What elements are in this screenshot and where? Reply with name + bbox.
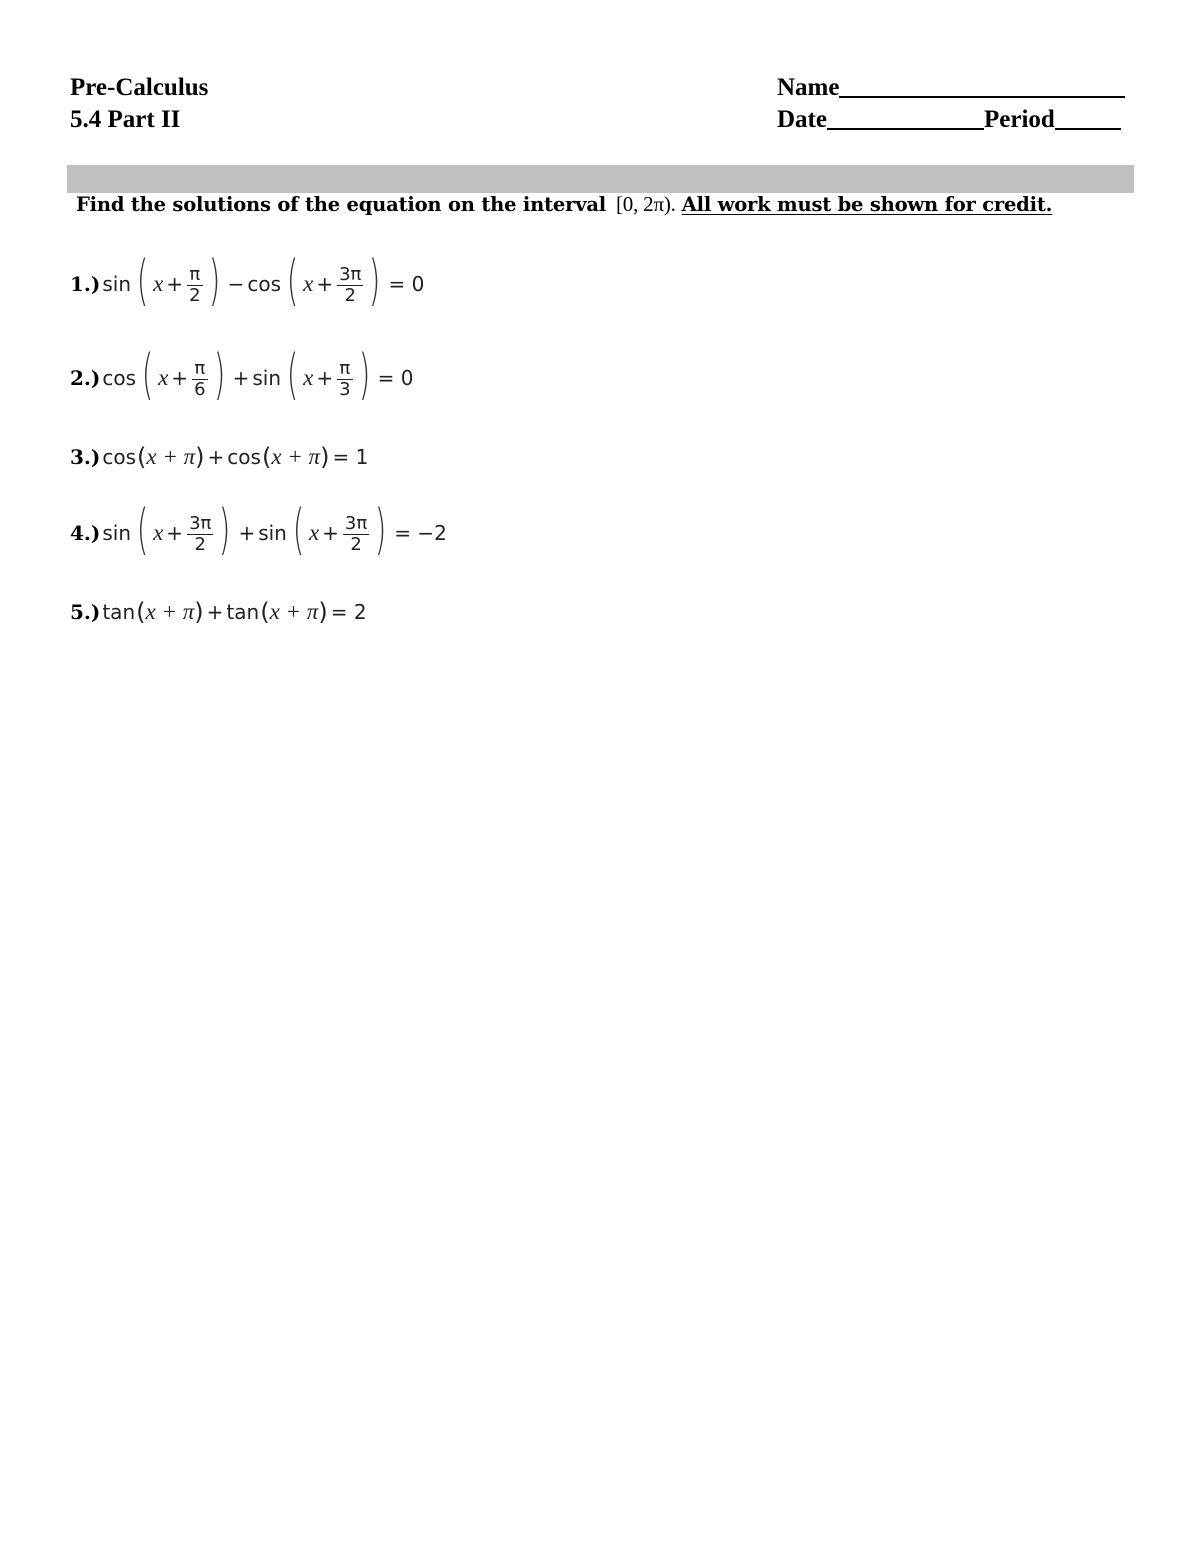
credit-note: All work must be shown for credit. — [681, 193, 1053, 216]
paren-close: ) — [219, 498, 231, 561]
argument: x + π — [271, 444, 321, 469]
problem-number: 2.) — [70, 366, 101, 390]
equation — [102, 598, 369, 626]
function-name: cos — [247, 272, 282, 296]
plus-sign: + — [166, 521, 184, 545]
variable: x — [158, 365, 169, 390]
denominator: 3 — [339, 378, 351, 400]
problem-1 — [70, 249, 427, 312]
name-blank[interactable] — [839, 72, 1125, 98]
interval-notation: [0, 2π). — [615, 192, 676, 216]
variable: x — [303, 271, 314, 296]
right-hand-side: = 0 — [388, 272, 425, 296]
right-hand-side: = 2 — [330, 600, 367, 624]
paren-open: ( — [286, 343, 299, 406]
paren-close: ) — [208, 249, 220, 312]
plus-sign: + — [322, 521, 339, 545]
paren-close: ) — [320, 443, 330, 471]
operator: + — [207, 445, 225, 469]
numerator: π — [339, 357, 351, 379]
paren-close: ) — [195, 443, 205, 471]
equation — [102, 249, 427, 312]
problem-5 — [70, 598, 370, 626]
equation — [102, 343, 416, 406]
name-label: Name — [777, 74, 840, 101]
right-hand-side: = 0 — [377, 366, 414, 390]
equation — [102, 498, 450, 561]
right-hand-side: = 1 — [332, 445, 369, 469]
instructions — [76, 192, 1052, 217]
period-blank[interactable] — [1055, 104, 1121, 130]
fraction — [337, 359, 352, 400]
paren-open: ( — [137, 443, 147, 471]
numerator: 3π — [339, 263, 362, 285]
instruction-text: Find the solutions of the equation on the interval — [76, 193, 606, 216]
numerator: 3π — [344, 512, 368, 534]
function-name: cos — [102, 366, 136, 390]
function-name: cos — [102, 445, 136, 469]
problem-number: 4.) — [70, 521, 101, 545]
paren-close: ) — [318, 598, 328, 626]
denominator: 2 — [194, 533, 206, 555]
denominator: 2 — [344, 284, 356, 306]
problem-4 — [70, 498, 450, 561]
paren-close: ) — [194, 598, 204, 626]
fraction — [337, 265, 363, 306]
paren-open: ( — [136, 598, 146, 626]
function-name: tan — [102, 600, 136, 624]
problem-2 — [70, 343, 416, 406]
operator: + — [232, 366, 250, 390]
date-period-line — [777, 104, 1125, 136]
fraction — [187, 265, 202, 306]
operator: + — [206, 600, 224, 624]
denominator: 6 — [194, 378, 206, 400]
variable: x — [308, 520, 320, 545]
paren-open: ( — [136, 498, 149, 561]
argument: x + π — [145, 599, 195, 624]
operator: + — [238, 521, 256, 545]
problem-number: 3.) — [70, 445, 101, 469]
course-title: Pre-Calculus — [70, 74, 209, 101]
right-hand-side: = −2 — [394, 521, 447, 545]
section-divider-bar — [67, 165, 1134, 193]
paren-close: ) — [369, 249, 381, 312]
paren-close: ) — [358, 343, 370, 406]
plus-sign: + — [316, 366, 334, 390]
argument: x + π — [269, 599, 319, 624]
name-line — [777, 72, 1125, 104]
paren-open: ( — [292, 498, 305, 561]
variable: x — [153, 271, 164, 296]
section-title: 5.4 Part II — [70, 106, 181, 133]
paren-close: ) — [213, 343, 225, 406]
plus-sign: + — [166, 272, 184, 296]
operator: − — [227, 272, 245, 296]
fraction — [343, 514, 369, 555]
problem-number: 1.) — [70, 272, 101, 296]
paren-open: ( — [260, 598, 270, 626]
fraction — [192, 359, 207, 400]
argument: x + π — [146, 444, 196, 469]
paren-close: ) — [374, 498, 387, 561]
period-label: Period — [983, 106, 1055, 133]
paren-open: ( — [261, 443, 272, 471]
function-name: sin — [102, 272, 131, 296]
paren-open: ( — [286, 249, 299, 312]
equation — [102, 443, 371, 471]
numerator: 3π — [189, 512, 212, 534]
denominator: 2 — [189, 284, 201, 306]
plus-sign: + — [171, 366, 189, 390]
fraction — [187, 514, 213, 555]
function-name: sin — [252, 366, 282, 390]
problem-number: 5.) — [70, 600, 101, 624]
worksheet-header-left — [70, 72, 208, 136]
plus-sign: + — [316, 272, 334, 296]
function-name: tan — [226, 600, 260, 624]
function-name: cos — [227, 445, 261, 469]
date-blank[interactable] — [827, 104, 984, 130]
worksheet-header-right — [777, 72, 1125, 136]
denominator: 2 — [350, 533, 362, 555]
problem-3 — [70, 443, 371, 471]
date-label: Date — [777, 106, 827, 133]
numerator: π — [189, 263, 201, 285]
numerator: π — [194, 357, 206, 379]
function-name: sin — [258, 521, 287, 545]
paren-open: ( — [136, 249, 149, 312]
paren-open: ( — [141, 343, 154, 406]
variable: x — [303, 365, 314, 390]
variable: x — [153, 520, 164, 545]
function-name: sin — [102, 521, 131, 545]
